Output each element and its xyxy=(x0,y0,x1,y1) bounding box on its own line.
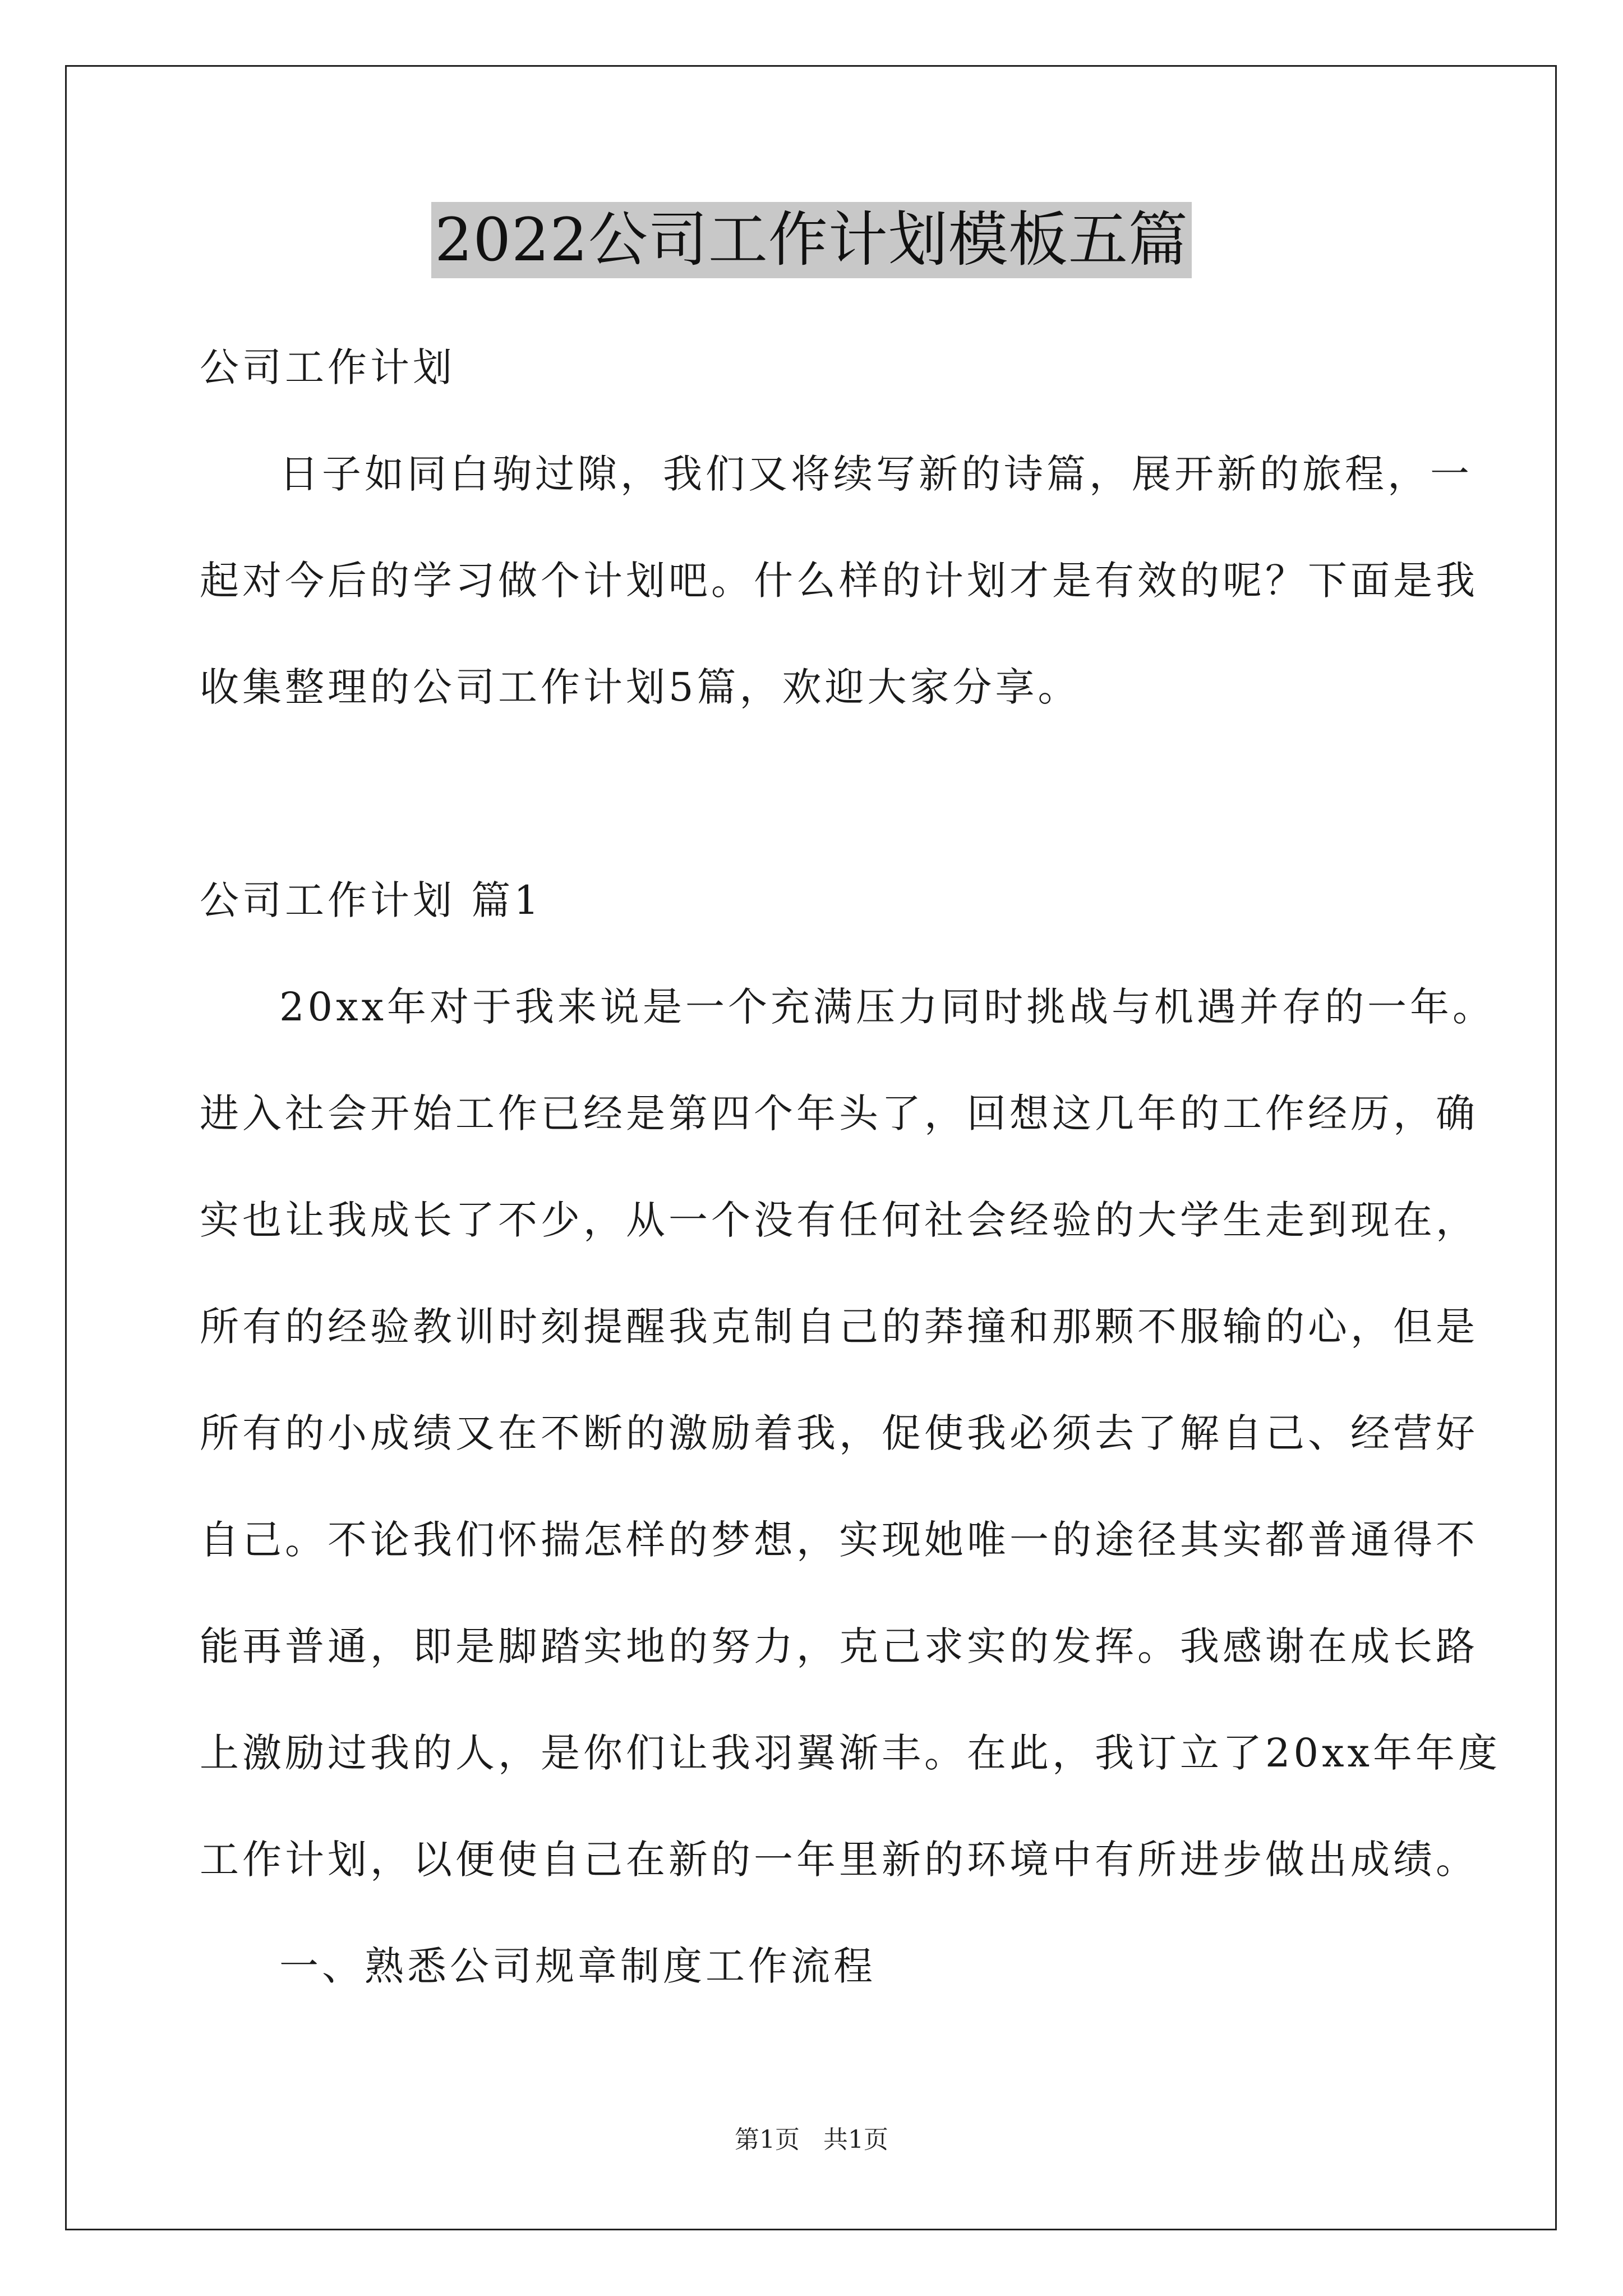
paragraph-line: 所有的小成绩又在不断的激励着我，促使我必须去了解自己、经营好 xyxy=(200,1410,1478,1456)
paragraph-line: 所有的经验教训时刻提醒我克制自己的莽撞和那颗不服输的心，但是 xyxy=(200,1304,1478,1350)
paragraph-line: 上激励过我的人，是你们让我羽翼渐丰。在此，我订立了20xx年年度 xyxy=(200,1730,1501,1776)
paragraph-line: 实也让我成长了不少，从一个没有任何社会经验的大学生走到现在， xyxy=(200,1197,1478,1243)
paragraph-line: 工作计划，以便使自己在新的一年里新的环境中有所进步做出成绩。 xyxy=(200,1837,1478,1883)
subheading-line: 一、熟悉公司规章制度工作流程 xyxy=(279,1943,876,1989)
paragraph-line: 自己。不论我们怀揣怎样的梦想，实现她唯一的途径其实都普通得不 xyxy=(200,1517,1478,1563)
page-footer xyxy=(0,2123,1623,2157)
document-title: 2022公司工作计划模板五篇 xyxy=(431,202,1192,278)
document-body xyxy=(200,314,1501,2019)
paragraph-line: 20xx年对于我来说是一个充满压力同时挑战与机遇并存的一年。 xyxy=(279,984,1496,1030)
paragraph-line: 进入社会开始工作已经是第四个年头了，回想这几年的工作经历，确 xyxy=(200,1091,1478,1137)
page-number: 第1页 xyxy=(735,2125,800,2154)
paragraph-line: 收集整理的公司工作计划5篇，欢迎大家分享。 xyxy=(200,664,1081,710)
section-heading-intro: 公司工作计划 xyxy=(200,344,455,390)
title-container xyxy=(0,202,1623,278)
spacer xyxy=(200,740,1445,847)
paragraph-line: 能再普通，即是脚踏实地的努力，克己求实的发挥。我感谢在成长路 xyxy=(200,1623,1478,1669)
paragraph-line: 起对今后的学习做个计划吧。什么样的计划才是有效的呢？下面是我 xyxy=(200,558,1478,604)
page-total: 共1页 xyxy=(823,2125,888,2154)
paragraph-line: 日子如同白驹过隙，我们又将续写新的诗篇，展开新的旅程，一 xyxy=(279,451,1473,497)
section-heading-part-1: 公司工作计划 篇1 xyxy=(200,877,542,923)
